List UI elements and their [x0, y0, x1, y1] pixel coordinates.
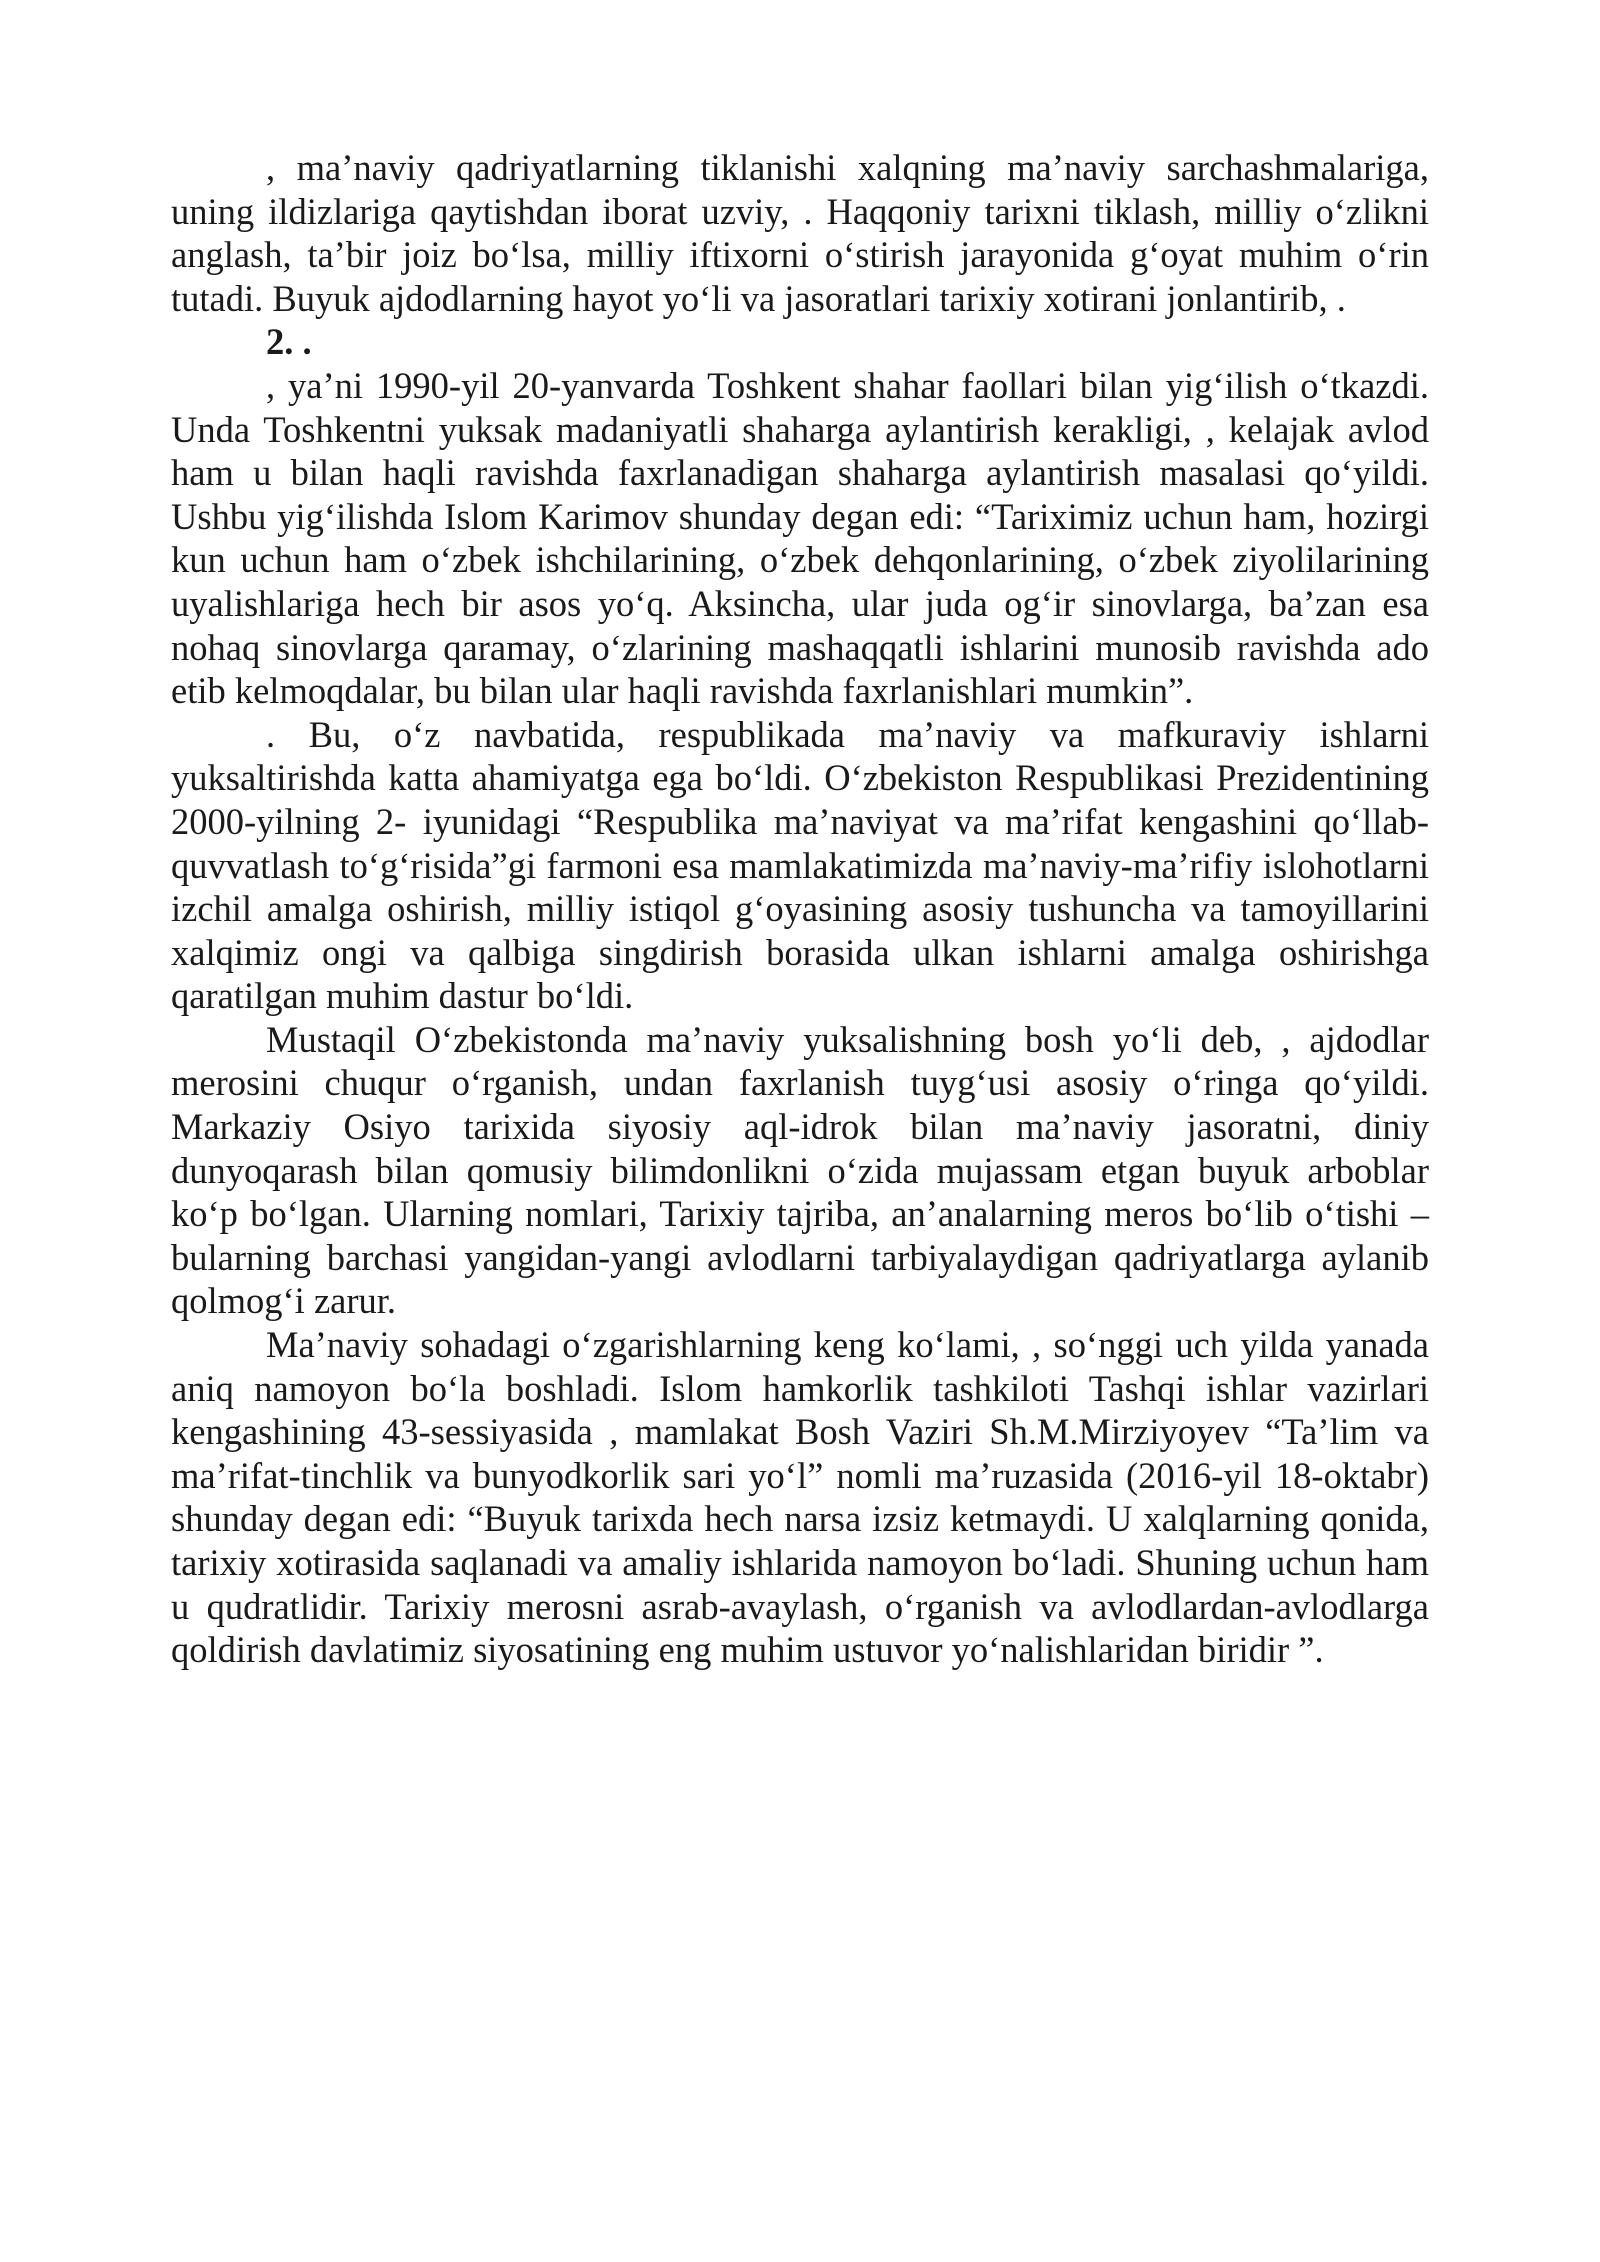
- paragraph-spiritual-changes: Ma’naviy sohadagi o‘zgarishlarning keng ko‘lami, , so‘nggi uch yilda yanada aniq namoyon bo‘la boshladi. Islom hamkorlik tashkiloti Tashqi ishlar vazirlari kengashining 43-sessiyasida , mamlakat Bosh Vaziri Sh.M.Mirziyoyev “Ta’lim va ma’rifat-tinchlik va bunyodkorlik sari yo‘l” nomli ma’ruzasida (2016-yil 18-oktabr) shunday degan edi: “Buyuk tarixda hech narsa izsiz ketmaydi. U xalqlarning qonida, tarixiy xotirasida saqlanadi va amaliy ishlarida namoyon bo‘ladi. Shuning uchun ham u qudratlidir. Tarixiy merosni asrab-avaylash, o‘rganish va avlodlardan-avlodlarga qoldirish davlatimiz siyosatining eng muhim ustuvor yo‘nalishlaridan biridir ”.: [171, 1324, 1429, 1671]
- paragraph-ancestral-heritage: Mustaqil O‘zbekistonda ma’naviy yuksalishning bosh yo‘li deb, , ajdodlar merosini chuqur o‘rganish, undan faxrlanish tuyg‘usi asosiy o‘ringa qo‘yildi. Markaziy Osiyo tarixida siyosiy aql-idrok bilan ma’naviy jasoratni, diniy dunyoqarash bilan qomusiy bilimdonlikni o‘zida mujassam etgan buyuk arboblar ko‘p bo‘lgan. Ularning nomlari, Tarixiy tajriba, an’analarning meros bo‘lib o‘tishi – bularning barchasi yangidan-yangi avlodlarni tarbiyalaydigan qadriyatlarga aylanib qolmog‘i zarur.: [171, 1018, 1429, 1322]
- paragraph-spiritual-council: . Bu, o‘z navbatida, respublikada ma’naviy va mafkuraviy ishlarni yuksaltirishda katta ahamiyatga ega bo‘ldi. O‘zbekiston Respublikasi Prezidentining 2000-yilning 2- iyunidagi “Respublika ma’naviyat va ma’rifat kengashini qo‘llab-quvvatlash to‘g‘risida”gi farmoni esa mamlakatimizda ma’naviy-ma’rifiy islohotlarni izchil amalga oshirish, milliy istiqol g‘oyasining asosiy tushuncha va tamoyillarini xalqimiz ongi va qalbiga singdirish borasida ulkan ishlarni amalga oshirishga qaratilgan muhim dastur bo‘ldi.: [171, 713, 1429, 1017]
- document-page: [171, 146, 1429, 1672]
- paragraph-tashkent-meeting: , ya’ni 1990-yil 20-yanvarda Toshkent shahar faollari bilan yig‘ilish o‘tkazdi. Unda Toshkentni yuksak madaniyatli shaharga aylantirish kerakligi, , kelajak avlod ham u bilan haqli ravishda faxrlanadigan shaharga aylantirish masalasi qo‘yildi. Ushbu yig‘ilishda Islom Karimov shunday degan edi: “Tariximiz uchun ham, hozirgi kun uchun ham o‘zbek ishchilarining, o‘zbek dehqonlarining, o‘zbek ziyolilarining uyalishlariga hech bir asos yo‘q. Aksincha, ular juda og‘ir sinovlarga, ba’zan esa nohaq sinovlarga qaramay, o‘zlarining mashaqqatli ishlarini munosib ravishda ado etib kelmoqdalar, bu bilan ular haqli ravishda faxrlanishlari mumkin”.: [171, 364, 1429, 712]
- section-heading: 2. .: [266, 321, 312, 363]
- paragraph-intro: , ma’naviy qadriyatlarning tiklanishi xalqning ma’naviy sarchashmalariga, uning ildizlariga qaytishdan iborat uzviy, . Haqqoniy tarixni tiklash, milliy o‘zlikni anglash, ta’bir joiz bo‘lsa, milliy iftixorni o‘stirish jarayonida g‘oyat muhim o‘rin tutadi. Buyuk ajdodlarning hayot yo‘li va jasoratlari tarixiy xotirani jonlantirib, .: [171, 147, 1429, 319]
